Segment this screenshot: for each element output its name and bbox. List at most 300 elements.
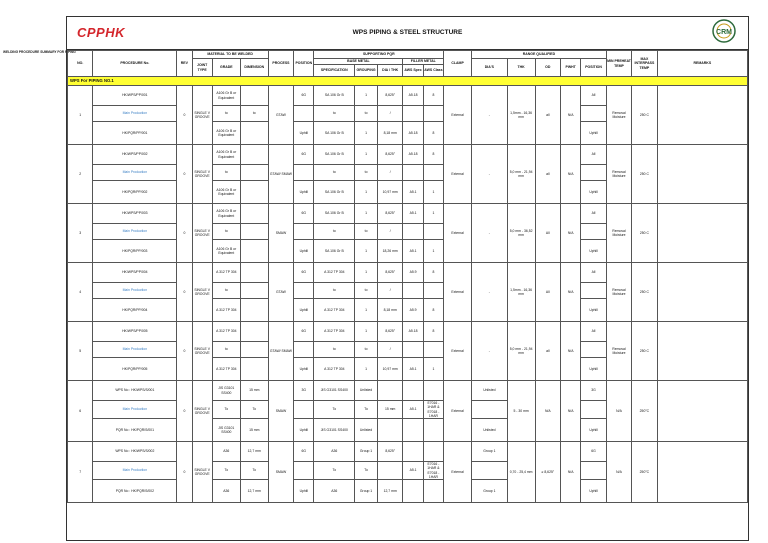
- dimension: to: [240, 106, 268, 122]
- specification: To: [314, 462, 355, 480]
- aws-class: [423, 165, 443, 181]
- grouping: to: [355, 283, 378, 299]
- table-row: [68, 86, 748, 106]
- specification: to: [314, 342, 355, 358]
- aws-class: [423, 283, 443, 299]
- range-pwht: N/A: [561, 381, 581, 442]
- max-interpass: 250 C: [632, 204, 657, 263]
- position: 6G: [294, 86, 314, 106]
- min-preheat: Removal Moisture: [606, 263, 631, 322]
- col-dimension: DIMENSION: [240, 59, 268, 77]
- position: 6G: [294, 442, 314, 462]
- col-supporting-pqr: SUPPORTING PQR: [314, 51, 444, 59]
- process: GTAW: [268, 263, 293, 322]
- col-aws-class: AWS Class: [423, 65, 443, 77]
- remarks: [657, 442, 747, 503]
- grouping: 1: [355, 263, 378, 283]
- procedure-number: PQR No : HK/PQR/S/001: [93, 419, 177, 442]
- dimension: 12,7 mm: [240, 442, 268, 462]
- grouping: 1: [355, 122, 378, 145]
- table-row: [68, 442, 748, 462]
- aws-class: [423, 381, 443, 401]
- joint-type: SINGLE V GROOVE: [192, 86, 212, 145]
- grade: A 312 TP 304: [212, 322, 240, 342]
- range-thk: 5,0 mm - 21,94 mm: [507, 322, 535, 381]
- wps-table: [67, 50, 748, 503]
- specification: A36: [314, 442, 355, 462]
- aws-spec: [403, 224, 423, 240]
- range-position: Uphill: [581, 419, 606, 442]
- range-dias: [472, 462, 508, 480]
- min-preheat: Removal Moisture: [606, 204, 631, 263]
- range-position: Uphill: [581, 181, 606, 204]
- dia-thk: 8,625": [377, 145, 402, 165]
- col-range-qualified: RANGE QUALIFIED: [472, 51, 607, 59]
- partner-logo-text: CRM: [716, 29, 732, 36]
- aws-spec: A5.9: [403, 299, 423, 322]
- aws-spec: A5.9: [403, 263, 423, 283]
- clamp: External: [444, 86, 472, 145]
- col-no: NO.: [68, 51, 93, 77]
- max-interpass: 250 C: [632, 263, 657, 322]
- process: SMAW: [268, 204, 293, 263]
- range-position: All: [581, 263, 606, 283]
- dia-thk: 10,97 mm: [377, 358, 402, 381]
- grade: A 312 TP 304: [212, 299, 240, 322]
- row-number: 2: [68, 145, 93, 204]
- remarks: [657, 263, 747, 322]
- process: GTAW/ SMAW: [268, 145, 293, 204]
- min-preheat: N/A: [606, 381, 631, 442]
- range-dias: Unlisted: [472, 419, 508, 442]
- specification: SA 106 Gr B: [314, 86, 355, 106]
- aws-spec: A5.18: [403, 86, 423, 106]
- col-od: OD: [535, 59, 560, 77]
- dia-thk: 8,625": [377, 204, 402, 224]
- col-dias: DIA'S: [472, 59, 508, 77]
- grouping: 1: [355, 204, 378, 224]
- procedure-number: HK/PQR/PP/002: [93, 181, 177, 204]
- dimension: [240, 240, 268, 263]
- dimension: 15 mm: [240, 419, 268, 442]
- col-filler-metal: FILLER METAL: [403, 59, 444, 65]
- col-clamp: CLAMP: [444, 51, 472, 77]
- aws-spec: [403, 106, 423, 122]
- revision: 0: [177, 381, 192, 442]
- grade: To: [212, 462, 240, 480]
- aws-class: 8: [423, 322, 443, 342]
- aws-class: [423, 106, 443, 122]
- grouping: to: [355, 106, 378, 122]
- col-range-position: POSITION: [581, 59, 606, 77]
- aws-class: [423, 224, 443, 240]
- procedure-number: HK/PQR/PP/004: [93, 299, 177, 322]
- aws-class: 8: [423, 299, 443, 322]
- dia-thk: /: [377, 283, 402, 299]
- dia-thk: 12,7 mm: [377, 480, 402, 503]
- table-row: [68, 145, 748, 165]
- col-rev: REV: [177, 51, 192, 77]
- range-od: N/A: [535, 381, 560, 442]
- joint-type: SINGLE V GROOVE: [192, 442, 212, 503]
- range-position: 6G: [581, 442, 606, 462]
- specification: SA 106 Gr B: [314, 145, 355, 165]
- dia-thk: 8,625": [377, 322, 402, 342]
- max-interpass: 250°C: [632, 381, 657, 442]
- range-thk: 5 - 30 mm: [507, 381, 535, 442]
- position: [294, 462, 314, 480]
- col-aws-spec: AWS Spec: [403, 65, 423, 77]
- aws-class: 8: [423, 86, 443, 106]
- dimension: To: [240, 462, 268, 480]
- grouping: to: [355, 224, 378, 240]
- range-position: [581, 401, 606, 419]
- position: Uphill: [294, 419, 314, 442]
- aws-class: 1: [423, 181, 443, 204]
- process: GTAW: [268, 86, 293, 145]
- row-number: 4: [68, 263, 93, 322]
- procedure-scope: Main Production: [93, 283, 177, 299]
- joint-type: SINGLE V GROOVE: [192, 322, 212, 381]
- range-position: [581, 462, 606, 480]
- aws-spec: [403, 165, 423, 181]
- col-max-interpass: MAX INTERPASS TEMP: [632, 51, 657, 77]
- position: [294, 342, 314, 358]
- aws-class: 1: [423, 358, 443, 381]
- table-row: [68, 381, 748, 401]
- wps-summary-sheet: [3, 16, 749, 541]
- col-dia-thk: DIA / THK: [377, 65, 402, 77]
- range-position: All: [581, 322, 606, 342]
- range-position: [581, 165, 606, 181]
- range-pwht: N/A: [561, 86, 581, 145]
- table-row: [68, 204, 748, 224]
- range-position: Uphill: [581, 480, 606, 503]
- grouping: Group 1: [355, 480, 378, 503]
- dimension: [240, 145, 268, 165]
- aws-class: E7016 - 1HAR & E7018 - 1HAR: [423, 401, 443, 419]
- min-preheat: Removal Moisture: [606, 322, 631, 381]
- min-preheat: N/A: [606, 442, 631, 503]
- specification: SA 106 Gr B: [314, 240, 355, 263]
- specification: SA 106 Gr B: [314, 181, 355, 204]
- col-grade: GRADE: [212, 59, 240, 77]
- range-position: Uphill: [581, 358, 606, 381]
- grade: to: [212, 342, 240, 358]
- process: SMAW: [268, 442, 293, 503]
- dia-thk: /: [377, 224, 402, 240]
- dimension: [240, 122, 268, 145]
- range-dias: Unlisted: [472, 381, 508, 401]
- range-thk: 1,5mm - 16,36 mm: [507, 263, 535, 322]
- specification: to: [314, 224, 355, 240]
- dimension: [240, 263, 268, 283]
- position: Uphill: [294, 181, 314, 204]
- range-position: [581, 283, 606, 299]
- range-position: All: [581, 204, 606, 224]
- col-specification: SPECIFICATION: [314, 65, 355, 77]
- grouping: To: [355, 401, 378, 419]
- specification: A 312 TP 304: [314, 299, 355, 322]
- grade: A 312 TP 304: [212, 263, 240, 283]
- dia-thk: /: [377, 106, 402, 122]
- range-position: [581, 342, 606, 358]
- section-title: WPS For PIPING NO.1: [68, 77, 748, 86]
- range-pwht: N/A: [561, 263, 581, 322]
- grouping: 1: [355, 322, 378, 342]
- row-number: 1: [68, 86, 93, 145]
- position: Uphill: [294, 240, 314, 263]
- revision: 0: [177, 263, 192, 322]
- position: [294, 106, 314, 122]
- dimension: [240, 224, 268, 240]
- position: Uphill: [294, 358, 314, 381]
- procedure-scope: Main Production: [93, 106, 177, 122]
- range-pwht: N/A: [561, 442, 581, 503]
- grade: A106 Gr B or Equivalent: [212, 240, 240, 263]
- document-header: [67, 17, 748, 50]
- range-pwht: N/A: [561, 145, 581, 204]
- range-dias: -: [472, 263, 508, 322]
- grouping: 1: [355, 86, 378, 106]
- revision: 0: [177, 322, 192, 381]
- clamp: External: [444, 442, 472, 503]
- process: GTAW/ SMAW: [268, 322, 293, 381]
- aws-class: E7016 - 1HAR & E7018 - 1HAR: [423, 462, 443, 480]
- dia-thk: 8,18 mm: [377, 122, 402, 145]
- specification: to: [314, 165, 355, 181]
- aws-class: 1: [423, 240, 443, 263]
- min-preheat: Removal Moisture: [606, 86, 631, 145]
- grade: JIS G3101 SS400: [212, 381, 240, 401]
- procedure-scope: Main Production: [93, 165, 177, 181]
- aws-spec: A5.1: [403, 358, 423, 381]
- dimension: [240, 283, 268, 299]
- range-od: ≥ 8,625": [535, 442, 560, 503]
- range-dias: Group 1: [472, 480, 508, 503]
- max-interpass: 250°C: [632, 442, 657, 503]
- specification: JIS G3101 SS400: [314, 381, 355, 401]
- col-process: PROCESS: [268, 51, 293, 77]
- procedure-number: HK/WPS/PP/002: [93, 145, 177, 165]
- aws-class: 1: [423, 204, 443, 224]
- position: Uphill: [294, 299, 314, 322]
- procedure-number: HK/WPS/PP/001: [93, 86, 177, 106]
- procedure-number: HK/WPS/PP/003: [93, 204, 177, 224]
- dimension: [240, 181, 268, 204]
- procedure-number: HK/WPS/PP/005: [93, 322, 177, 342]
- dia-thk: 8,625": [377, 442, 402, 462]
- specification: to: [314, 106, 355, 122]
- aws-spec: A5.18: [403, 145, 423, 165]
- position: Uphill: [294, 122, 314, 145]
- range-dias: [472, 401, 508, 419]
- procedure-scope: Main Production: [93, 224, 177, 240]
- grouping: Unlisted: [355, 381, 378, 401]
- aws-spec: A5.1: [403, 204, 423, 224]
- grouping: 1: [355, 240, 378, 263]
- range-position: All: [581, 145, 606, 165]
- specification: To: [314, 401, 355, 419]
- specification: JIS G3101 SS400: [314, 419, 355, 442]
- grade: A106 Gr B or Equivalent: [212, 204, 240, 224]
- document-title: WPS PIPING & STEEL STRUCTURE: [352, 29, 463, 36]
- procedure-number: HK/PQR/PP/003: [93, 240, 177, 263]
- range-od: All: [535, 204, 560, 263]
- company-logo: CPPHK: [77, 25, 126, 40]
- position: [294, 401, 314, 419]
- clamp: External: [444, 381, 472, 442]
- position: 6G: [294, 204, 314, 224]
- range-od: All: [535, 263, 560, 322]
- revision: 0: [177, 145, 192, 204]
- clamp: External: [444, 145, 472, 204]
- procedure-number: WPS No : HK/WPS/S/001: [93, 381, 177, 401]
- procedure-scope: Main Production: [93, 462, 177, 480]
- partner-logo-icon: [704, 18, 744, 48]
- remarks: [657, 86, 747, 145]
- procedure-number: HK/PQR/PP/001: [93, 122, 177, 145]
- procedure-number: HK/WPS/PP/004: [93, 263, 177, 283]
- range-thk: 0,70 - 25,4 mm: [507, 442, 535, 503]
- grade: to: [212, 165, 240, 181]
- grouping: 1: [355, 299, 378, 322]
- specification: SA 106 Gr B: [314, 204, 355, 224]
- max-interpass: 250 C: [632, 322, 657, 381]
- row-number: 3: [68, 204, 93, 263]
- revision: 0: [177, 442, 192, 503]
- col-thk: THK: [507, 59, 535, 77]
- max-interpass: 250 C: [632, 145, 657, 204]
- procedure-scope: Main Production: [93, 342, 177, 358]
- max-interpass: 250 C: [632, 86, 657, 145]
- grouping: To: [355, 462, 378, 480]
- dimension: 12,7 mm: [240, 480, 268, 503]
- procedure-scope: Main Production: [93, 401, 177, 419]
- specification: A 312 TP 304: [314, 263, 355, 283]
- remarks: [657, 204, 747, 263]
- position: 6G: [294, 322, 314, 342]
- grade: A106 Gr B or Equivalent: [212, 181, 240, 204]
- range-pwht: N/A: [561, 204, 581, 263]
- grouping: 1: [355, 358, 378, 381]
- range-position: 3G: [581, 381, 606, 401]
- min-preheat: Removal Moisture: [606, 145, 631, 204]
- grade: A36: [212, 480, 240, 503]
- aws-class: 8: [423, 263, 443, 283]
- position: [294, 224, 314, 240]
- clamp: External: [444, 263, 472, 322]
- aws-spec: [403, 381, 423, 401]
- joint-type: SINGLE V GROOVE: [192, 263, 212, 322]
- grouping: 1: [355, 145, 378, 165]
- revision: 0: [177, 86, 192, 145]
- row-number: 7: [68, 442, 93, 503]
- aws-class: 8: [423, 145, 443, 165]
- range-dias: -: [472, 204, 508, 263]
- aws-spec: [403, 442, 423, 462]
- grade: JIS G3101 SS400: [212, 419, 240, 442]
- process: SMAW: [268, 381, 293, 442]
- col-position: POSITION: [294, 51, 314, 77]
- range-thk: 1,5mm - 16,36 mm: [507, 86, 535, 145]
- range-thk: 5,0 mm - 36,52 mm: [507, 204, 535, 263]
- range-od: all: [535, 145, 560, 204]
- col-pwht: PWHT: [561, 59, 581, 77]
- range-dias: Group 1: [472, 442, 508, 462]
- aws-spec: A5.1: [403, 401, 423, 419]
- dimension: [240, 358, 268, 381]
- dia-thk: [377, 381, 402, 401]
- dimension: [240, 86, 268, 106]
- position: 6G: [294, 263, 314, 283]
- position: Uphill: [294, 480, 314, 503]
- aws-spec: [403, 342, 423, 358]
- position: [294, 283, 314, 299]
- range-position: [581, 106, 606, 122]
- specification: SA 106 Gr B: [314, 122, 355, 145]
- grade: To: [212, 401, 240, 419]
- row-number: 5: [68, 322, 93, 381]
- joint-type: SINGLE V GROOVE: [192, 381, 212, 442]
- grade: to: [212, 283, 240, 299]
- remarks: [657, 145, 747, 204]
- grade: A 312 TP 304: [212, 358, 240, 381]
- grade: A106 Gr B or Equivalent: [212, 86, 240, 106]
- aws-class: [423, 442, 443, 462]
- aws-class: 8: [423, 122, 443, 145]
- remarks: [657, 381, 747, 442]
- range-position: Uphill: [581, 299, 606, 322]
- dimension: [240, 342, 268, 358]
- grouping: Unlisted: [355, 419, 378, 442]
- aws-class: [423, 419, 443, 442]
- clamp: External: [444, 322, 472, 381]
- grade: to: [212, 224, 240, 240]
- specification: A36: [314, 480, 355, 503]
- range-dias: -: [472, 86, 508, 145]
- dia-thk: [377, 419, 402, 442]
- range-od: all: [535, 322, 560, 381]
- range-od: all: [535, 86, 560, 145]
- dia-thk: 8,625": [377, 263, 402, 283]
- specification: to: [314, 283, 355, 299]
- table-row: [68, 322, 748, 342]
- document-subtitle: WELDING PROCEDURE SUMMARY FOR PIPING: [3, 50, 76, 54]
- dimension: 15 mm: [240, 381, 268, 401]
- aws-spec: A5.1: [403, 240, 423, 263]
- dimension: [240, 299, 268, 322]
- col-joint-type: JOINT TYPE: [192, 59, 212, 77]
- grade: to: [212, 106, 240, 122]
- grouping: to: [355, 342, 378, 358]
- aws-class: [423, 342, 443, 358]
- dia-thk: 8,18 mm: [377, 299, 402, 322]
- dia-thk: 15 mm: [377, 401, 402, 419]
- range-position: Uphill: [581, 122, 606, 145]
- dimension: [240, 204, 268, 224]
- range-position: Uphill: [581, 240, 606, 263]
- procedure-number: HK/PQR/PP/005: [93, 358, 177, 381]
- revision: 0: [177, 204, 192, 263]
- grouping: Group 1: [355, 442, 378, 462]
- specification: A 312 TP 304: [314, 358, 355, 381]
- joint-type: SINGLE V GROOVE: [192, 145, 212, 204]
- dia-thk: [377, 462, 402, 480]
- range-position: [581, 224, 606, 240]
- position: 6G: [294, 145, 314, 165]
- aws-spec: [403, 283, 423, 299]
